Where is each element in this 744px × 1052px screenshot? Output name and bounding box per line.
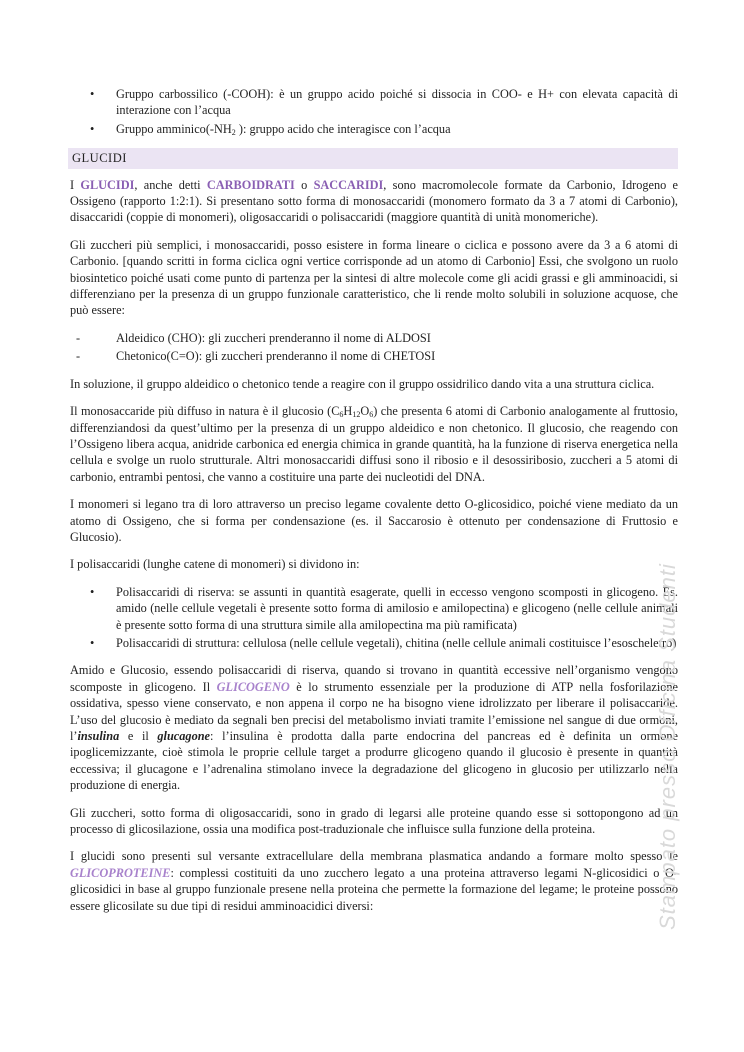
paragraph-monomeri: I monomeri si legano tra di loro attraverso un preciso legame covalente detto O-glicosidico, poiché viene mediato da un atomo di Ossigeno, che si forma per condensazione (es. il Saccarosio è ottenuto per condensazione di Fruttosio e Glucosio). xyxy=(70,497,678,544)
keyword-glicogeno: GLICOGENO xyxy=(216,679,290,694)
paragraph-intro: I GLUCIDI, anche detti CARBOIDRATI o SACCARIDI, sono macromolecole formate da Carbonio, Idrogeno e Ossigeno (rapporto 1:2:1). Si presentano sotto forma di monosaccaridi (monomero formato da 3 a 7 atomi di Carbonio), disaccaridi (coppie di monomeri), oligosaccaridi o polisaccaridi (maggiore quantità di unità monomeriche). xyxy=(70,177,679,225)
polysaccharide-list xyxy=(70,584,678,652)
functional-group-list xyxy=(70,330,678,365)
keyword-glucidi: GLUCIDI xyxy=(80,177,135,192)
group-list xyxy=(70,86,678,137)
keyword-saccaridi: SACCARIDI xyxy=(313,177,384,192)
paragraph-glicoproteine: I glucidi sono presenti sul versante extracellulare della membrana plasmatica andando a formare molto spesso le GLICOPROTEINE: complessi costituiti da uno zucchero legato a una proteina attraverso legami N-glicosidici o O-glicosidici in base al gruppo funzionale presene nella proteina che permette la formazione del legame; le proteine possono essere glicosilate su due tipi di residui amminoacidici diversi: xyxy=(70,849,678,913)
list-item: - Aldeidico (CHO): gli zuccheri prenderanno il nome di ALDOSI xyxy=(70,330,678,346)
paragraph-glicogeno: Amido e Glucosio, essendo polisaccaridi di riserva, quando si trovano in quantità eccessive nell’organismo vengono scomposte in glicogeno. Il GLICOGENO è lo strumento essenziale per la produzione di ATP nella fosforilazione ossidativa, spesso viene conservato, e non appena il corpo ne ha bisogno viene idrolizzato per liberare il polisaccaride. L’uso del glucosio è mediato da segnali ben precisi del metabolismo inviati tramite l’emissione nel sangue di due ormoni, l’insulina e il glucagone: l’insulina è prodotta dalla parte endocrina del pancreas ed è definita un ormone ipoglicemizzante, cioè stimola le proprie cellule target a produrre glicogeno quando il glucosio è presente in quantità eccessiva; il glucagone e l’adrenalina stimolano invece la degradazione del glicogeno in glucosio per utilizzarlo nella produzione di energia. xyxy=(70,663,678,793)
list-item: • Polisaccaridi di riserva: se assunti in quantità esagerate, quelli in eccesso vengono scomposti in glicogeno. Es. amido (nelle cellule vegetali è presente sotto forma di amilosio e amilopectina) e glicogeno (nelle cellule animali è presente sotto forma di una struttura simile alla amilopectina ma più ramificata) xyxy=(70,584,678,633)
section-heading: GLUCIDI xyxy=(68,148,678,168)
list-item: • Gruppo $amminico(-NH_2$ ): gruppo acido che interagisce con l’acqua xyxy=(70,121,678,137)
paragraph-glucosio: Il monosaccaride più diffuso in natura è il glucosio $(C_6H_{12}O_6)$ che presenta 6 atomi di Carbonio analogamente al fruttosio, differenziandosi da quest’ultimo per la presenza di un gruppo aldeidico e non chetonico. Il glucosio, che reagendo con l’Ossigeno libera acqua, anidride carbonica ed energia chimica in grande quantità, ha la funzione di riserva energetica nella cellula e svolge un ruolo strutturale. Altri monosaccaridi diffusi sono il ribosio e il desossiribosio, zuccheri a 5 atomi di carbonio, entrambi pentosi, che vanno a costituire una parte dei nucleotidi del DNA. xyxy=(70,404,678,484)
paragraph-polisaccaridi: I polisaccaridi (lunghe catene di monomeri) si dividono in: xyxy=(70,557,360,572)
list-item: - Chetonico(C=O): gli zuccheri prenderanno il nome di CHETOSI xyxy=(70,348,678,364)
paragraph-monosaccaridi: Gli zuccheri più semplici, i monosaccaridi, posso esistere in forma lineare o ciclica e possono avere da 3 a 6 atomi di Carbonio. [quando scritti in forma ciclica ogni vertice corrisponde ad un atomo di Carbonio] Essi, che svolgono un ruolo biosintetico poiché usati come punto di partenza per la sintesi di altre molecole come gli acidi grassi e gli amminoacidi, si differenziano per la presenza di un gruppo funzionale caratteristico, che li rende molto solubili in soluzione acquose, che può essere: xyxy=(70,237,678,318)
keyword-glicoproteine: GLICOPROTEINE xyxy=(70,865,171,880)
list-item: • Polisaccaridi di struttura: cellulosa (nelle cellule vegetali), chitina (nelle cellule animali costituisce l’esoscheletro) xyxy=(70,635,678,651)
paragraph-soluzione: In soluzione, il gruppo aldeidico o chetonico tende a reagire con il gruppo ossidrilico dando vita a una struttura ciclica. xyxy=(70,376,655,391)
watermark: Stampato presso Officina Studenti xyxy=(655,563,680,930)
paragraph-oligosaccaridi: Gli zuccheri, sotto forma di oligosaccaridi, sono in grado di legarsi alle proteine quando esse si sottopongono ad un processo di glicosilazione, ossia una modifica post-traduzionale che influisce sulla funzione della proteina. xyxy=(70,805,678,837)
list-item: • Gruppo carbossilico (-COOH): è un gruppo acido poiché si dissocia in COO- e H+ con elevata capacità di interazione con l’acqua xyxy=(70,86,678,119)
keyword-insulina: insulina xyxy=(77,729,120,743)
keyword-glucagone: glucagone xyxy=(157,729,211,743)
keyword-carboidrati: CARBOIDRATI xyxy=(206,177,295,192)
document-page xyxy=(70,86,678,925)
